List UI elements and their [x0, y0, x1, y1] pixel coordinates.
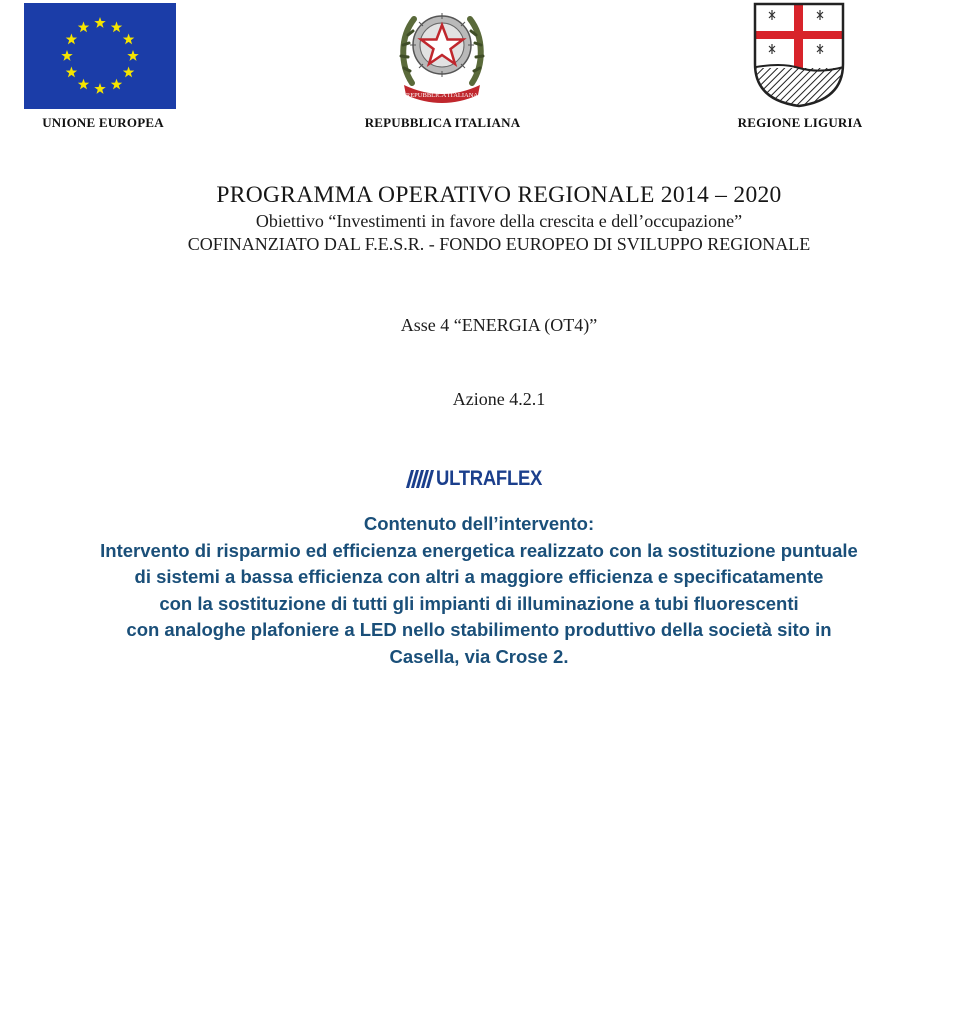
italy-label: REPUBBLICA ITALIANA	[364, 115, 521, 130]
programme-objective: Obiettivo “Investimenti in favore della crescita e dell’occupazione”	[255, 211, 743, 231]
italian-emblem-icon	[398, 1, 486, 107]
azione-label: Azione 4.2.1	[452, 389, 546, 409]
liguria-label: REGIONE LIGURIA	[737, 115, 863, 130]
eu-label: UNIONE EUROPEA	[42, 115, 164, 130]
content-line: Casella, via Crose 2.	[389, 645, 569, 667]
content-line: di sistemi a bassa efficienza con altri a maggiore efficienza e specificatamente	[134, 566, 824, 587]
content-line: Intervento di risparmio ed efficienza energetica realizzato con la sostituzione puntuale	[100, 539, 858, 561]
content-line: con analoghe plafoniere a LED nello stabilimento produttivo della società sito in	[126, 619, 832, 640]
liguria-shield-icon	[751, 2, 847, 108]
programme-cofinanced: COFINANZIATO DAL F.E.S.R. - FONDO EUROPEO DI SVILUPPO REGIONALE	[187, 234, 811, 254]
content-line: con la sostituzione di tutti gli impianti di illuminazione a tubi fluorescenti	[159, 592, 799, 614]
programme-title: PROGRAMMA OPERATIVO REGIONALE 2014 – 2020	[216, 182, 782, 208]
asse-label: Asse 4 “ENERGIA (OT4)”	[400, 315, 598, 335]
content-heading: Contenuto dell’intervento:	[363, 513, 595, 534]
programme-header	[0, 180, 958, 256]
brand-name: ULTRAFLEX	[435, 467, 542, 490]
content-section	[0, 511, 958, 670]
ultraflex-stripes-icon	[402, 470, 436, 488]
eu-flag-icon	[24, 3, 176, 109]
emblem-banner-text: REPUBBLICA ITALIANA	[405, 92, 479, 99]
brand-logo	[0, 467, 958, 491]
